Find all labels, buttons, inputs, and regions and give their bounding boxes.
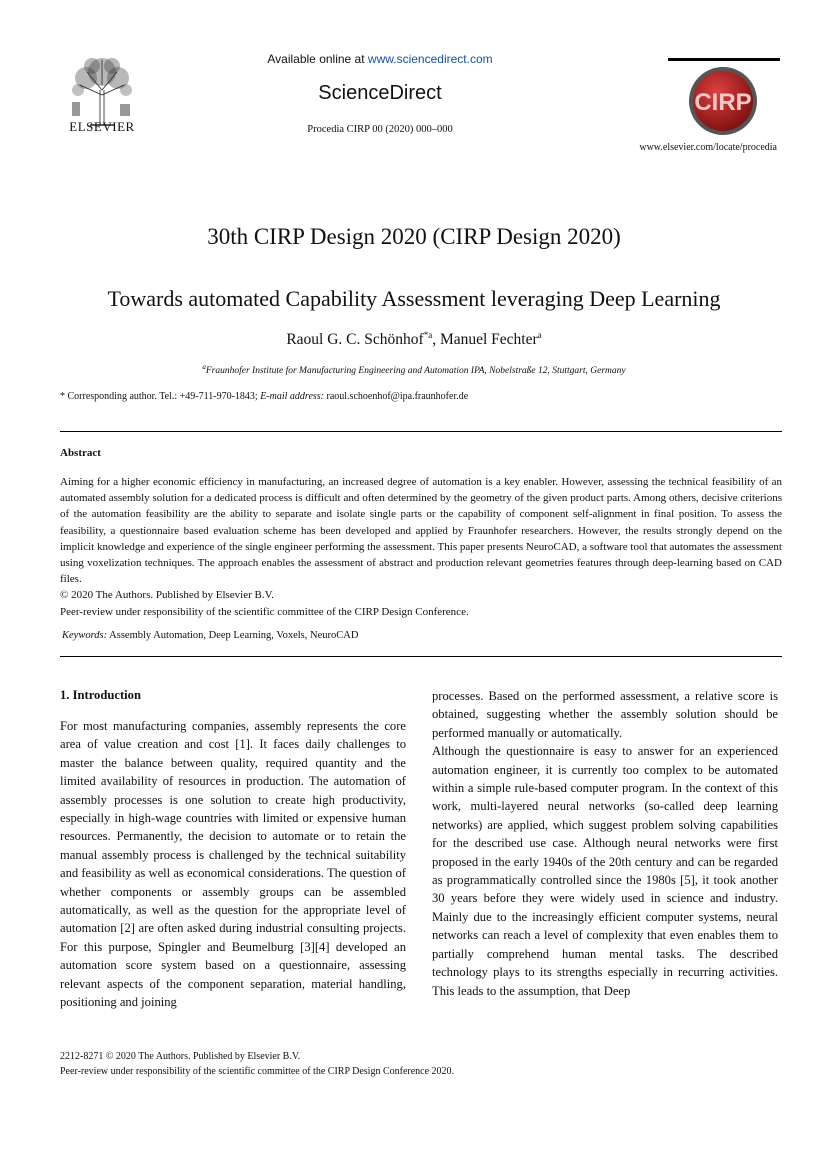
keywords-label: Keywords:	[62, 630, 108, 641]
conference-title: 30th CIRP Design 2020 (CIRP Design 2020)	[207, 224, 621, 249]
cirp-logo	[688, 66, 758, 136]
sciencedirect-wordmark: ScienceDirect	[318, 82, 442, 104]
abstract-heading: Abstract	[60, 447, 101, 459]
journal-citation: Procedia CIRP 00 (2020) 000–000	[307, 124, 453, 135]
corresponding-author	[60, 391, 468, 402]
section-heading: 1. Introduction	[60, 688, 141, 702]
author-2: , Manuel Fechter	[432, 331, 538, 349]
footer-peer-review: Peer-review under responsibility of the scientific committee of the CIRP Design Conference 2020.	[60, 1066, 455, 1077]
cirp-logo-text: CIRP	[694, 89, 752, 116]
left-paragraph: For most manufacturing companies, assembly represents the core area of value creation and cost [1]. It faces daily challenges to master the balance between quality, required quantity and the limited availability of resources in production. The automation of assembly processes is one solution to create high productivity, especially in high-wage countries with limited or expensive human resources. Permanently, the decision to automate or to retain the manual assembly process is challenged by the technical suitability and feasibility as well as economical considerations. The question of whether components or assembly groups can be assembled automatically, as well as the question for the appropriate level of automation [2] are often asked during industrial consulting projects. For this purpose, Spingler and Beumelburg [3][4] developed an automation score system based on a questionnaire, assessing relevant aspects of the component separation, material handling, positioning and joining	[60, 719, 407, 1010]
abstract-peer-review: Peer-review under responsibility of the scientific committee of the CIRP Design Conference.	[60, 605, 469, 618]
email-label: E-mail address:	[260, 391, 324, 402]
elsevier-url[interactable]: www.elsevier.com/locate/procedia	[639, 142, 777, 153]
author-2-superscript: a	[537, 330, 542, 340]
right-column	[432, 687, 778, 1000]
right-paragraph-1: processes. Based on the performed assessment, a relative score is obtained, suggesting whether the assembly solution should be performed manually or automatically.	[432, 689, 778, 740]
corresponding-prefix: * Corresponding author. Tel.: +49-711-970-1843;	[60, 391, 261, 402]
sciencedirect-link[interactable]: www.sciencedirect.com	[367, 52, 493, 66]
paper-title: Towards automated Capability Assessment leveraging Deep Learning	[107, 286, 721, 311]
available-online-line	[220, 52, 540, 66]
left-column	[60, 717, 406, 1012]
affiliation-text: Fraunhofer Institute for Manufacturing Engineering and Automation IPA, Nobelstraße 12, Stuttgart, Germany	[205, 366, 626, 377]
divider-top	[60, 431, 782, 432]
footer-issn: 2212-8271 © 2020 The Authors. Published by Elsevier B.V.	[60, 1051, 301, 1062]
keywords-line	[62, 630, 358, 641]
right-paragraph-2: Although the questionnaire is easy to answer for an experienced automation engineer, it is currently too complex to be automated within a simple rule-based computer program. In the context of this work, multi-layered neural networks (so-called deep learning networks) are applied, which suggest problem solving capabilities for the described use case. Although neural networks were first proposed in the early 1940s of the 20th century and can be regarded as programmatically controlled since the 1980s [5], it took another 30 years before they were widely used in science and industry. Mainly due to the increasingly efficient computer systems, neural networks can reach a level of complexity that even enables them to partially comprehend human mental tasks. The described technology plays to its strengths especially in recurring activities. This leads to the assumption, that Deep	[432, 744, 778, 998]
elsevier-tree-logo	[62, 50, 142, 130]
abstract-block	[60, 474, 782, 620]
elsevier-wordmark: ELSEVIER	[69, 119, 135, 134]
affiliation	[0, 363, 828, 376]
available-prefix: Available online at	[267, 52, 368, 66]
keywords-text: Assembly Automation, Deep Learning, Voxels, NeuroCAD	[107, 630, 359, 641]
header-rule	[668, 58, 780, 61]
abstract-body: Aiming for a higher economic efficiency in manufacturing, an increased degree of automation is a key enabler. However, assessing the technical feasibility of an automated assembly solution for a dedicated process is difficult and often determined by the geometry of the given product parts. Among others, decisive criterions of the automation feasibility are the ability to separate and isolate single parts or the capability of component self-alignment in final position. To assess the feasibility, a questionnaire based evaluation scheme has been developed and applied by Fraunhofer researchers. However, the results strongly depend on the implicit knowledge and experience of the single engineer performing the assessment. This paper presents NeuroCAD, a software tool that automates the assessment using voxelization techniques. The approach enables the assessment of abstract and production relevant geometries features through deep-learning based on CAD files.	[60, 476, 782, 586]
author-1-superscript: *a	[423, 330, 433, 340]
divider-bottom	[60, 656, 782, 657]
abstract-copyright: © 2020 The Authors. Published by Elsevier B.V.	[60, 589, 274, 602]
author-1: Raoul G. C. Schönhof	[286, 331, 424, 349]
author-line	[0, 330, 828, 349]
affiliation-superscript: a	[202, 363, 206, 371]
email-address[interactable]: raoul.schoenhof@ipa.fraunhofer.de	[324, 391, 469, 402]
